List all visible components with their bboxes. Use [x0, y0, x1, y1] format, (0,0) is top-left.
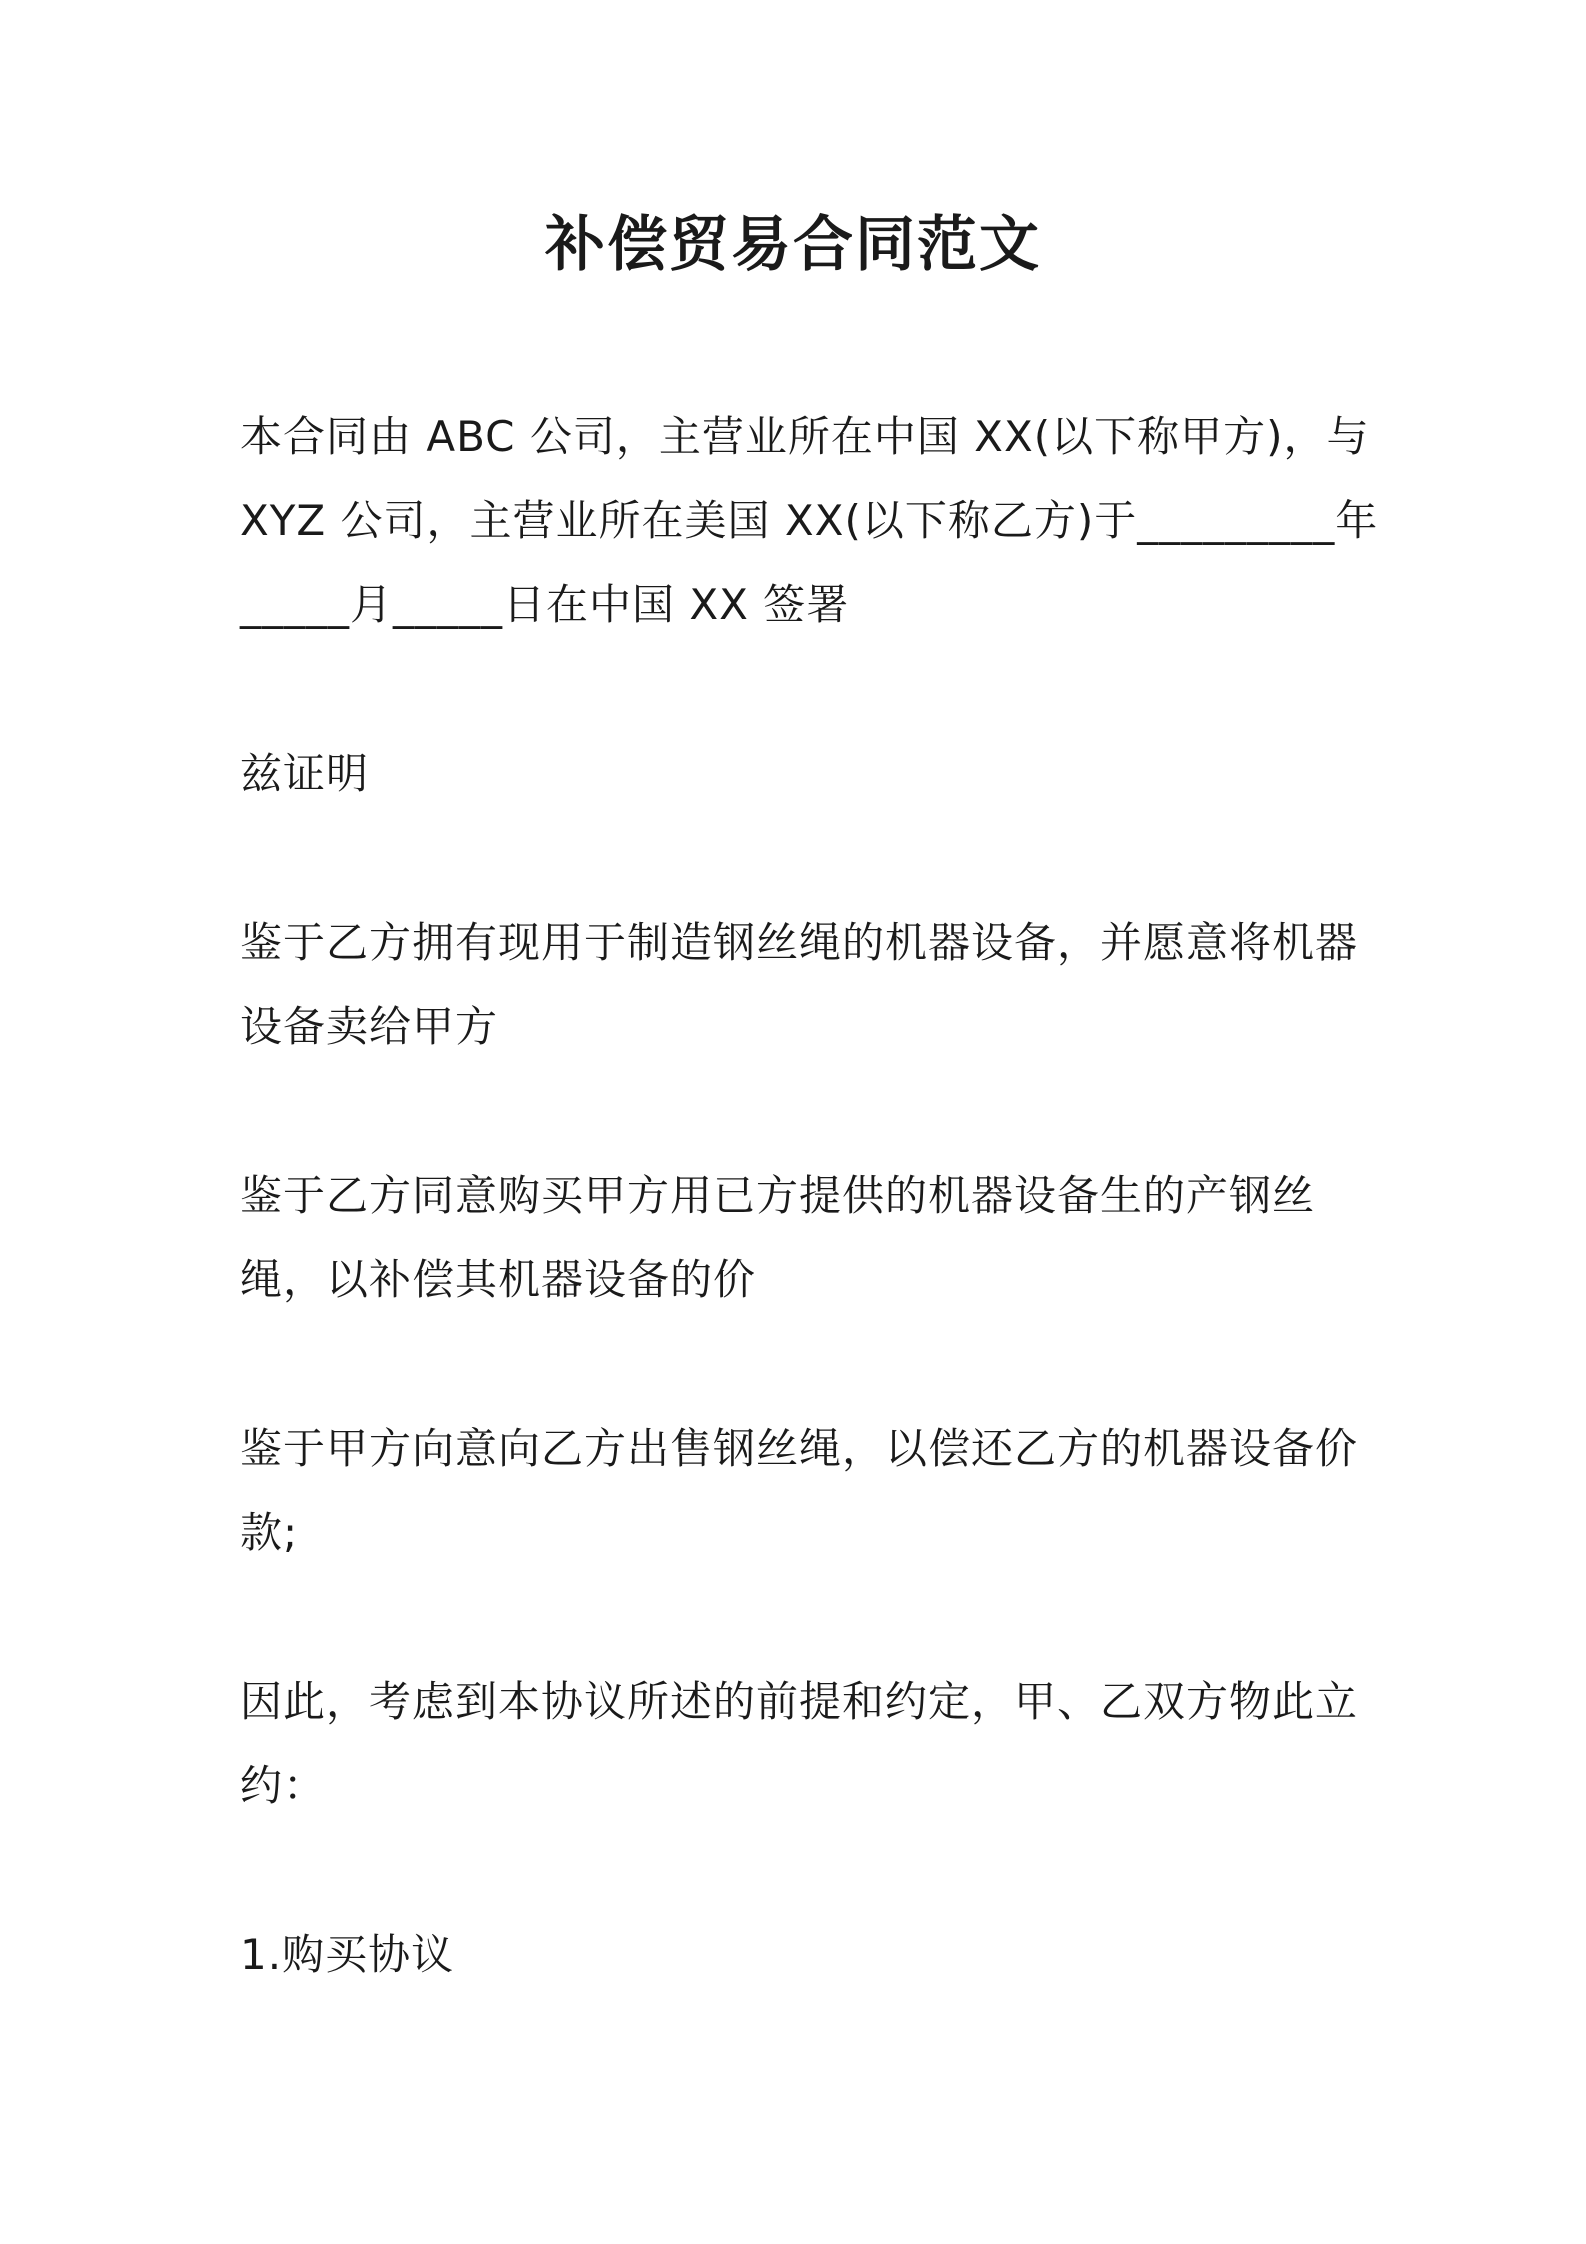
- text-line: 兹证明: [240, 749, 370, 798]
- text-line: _____月_____日在中国 XX 签署: [240, 580, 850, 629]
- whereas-paragraph-1: [240, 901, 1360, 1069]
- therefore-paragraph: [240, 1660, 1360, 1828]
- document-body: [240, 395, 1379, 2082]
- whereas-paragraph-3: [240, 1407, 1360, 1575]
- text-line: 鉴于乙方拥有现用于制造钢丝绳的机器设备，并愿意将机器: [240, 918, 1359, 967]
- witness-paragraph: [240, 732, 1360, 816]
- text-line: 1.购买协议: [240, 1930, 455, 1979]
- text-line: 鉴于乙方同意购买甲方用已方提供的机器设备生的产钢丝: [240, 1171, 1316, 1220]
- text-line: 设备卖给甲方: [240, 1002, 499, 1051]
- text-line: 绳，以补偿其机器设备的价: [240, 1255, 757, 1304]
- text-line: 因此，考虑到本协议所述的前提和约定，甲、乙双方物此立: [240, 1677, 1359, 1726]
- document-title: 补偿贸易合同范文: [545, 210, 1041, 280]
- intro-paragraph: [240, 395, 1379, 647]
- whereas-paragraph-2: [240, 1154, 1360, 1322]
- text-line: XYZ 公司，主营业所在美国 XX(以下称乙方)于_________年: [240, 496, 1379, 545]
- text-line: 本合同由 ABC 公司，主营业所在中国 XX(以下称甲方)，与: [240, 412, 1370, 461]
- text-line: 鉴于甲方向意向乙方出售钢丝绳，以偿还乙方的机器设备价: [240, 1424, 1359, 1473]
- section-heading-purchase: [240, 1913, 1360, 1997]
- text-line: 款;: [240, 1508, 299, 1557]
- text-line: 约：: [240, 1761, 327, 1810]
